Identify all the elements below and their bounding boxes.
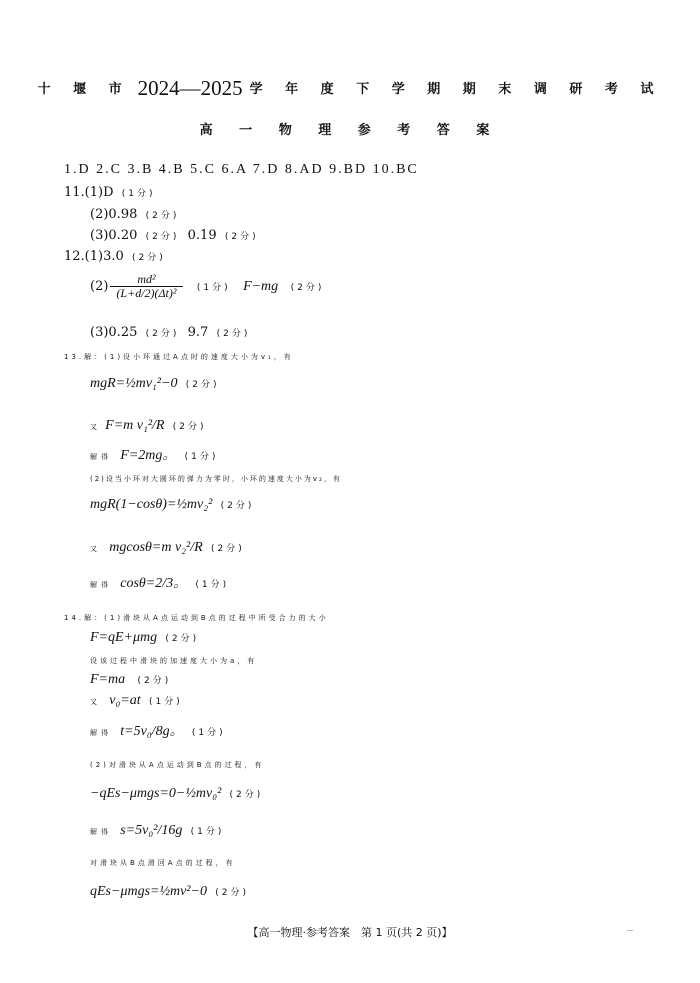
q14-eq-1: F=qE+μmg (2分): [90, 630, 200, 645]
q12-line-2: (2) $\frac{\text{md²}}{\text{(L+d/2)(Δt)²}}$ (1分) F−mg (2分): [90, 272, 325, 300]
q14-eq-3: 又 v₀=at (1分): [90, 693, 183, 708]
q13-eq-3: 解得 F=2mg。 (1分): [90, 448, 219, 463]
q14-eq-7: qEs−μmgs=½mv²−0 (2分): [90, 884, 249, 899]
corner-mark: [627, 930, 633, 931]
q12-fraction: $\frac{\text{md²}}{\text{(L+d/2)(Δt)²}}$: [110, 273, 182, 300]
q14-eq-2: F=ma (2分): [90, 672, 172, 687]
q13-heading-2: (2)设当小环对大圆环的弹力为零时，小环的速度大小为v₂，有: [90, 475, 342, 483]
q13-heading: 13.解：(1)设小环通过A点时的速度大小为v₁，有: [64, 353, 294, 361]
multiple-choice-answers: 1.D 2.C 3.B 4.B 5.C 6.A 7.D 8.AD 9.BD 10.BC: [64, 162, 419, 177]
q14-text-1: 设该过程中滑块的加速度大小为a，有: [90, 657, 258, 665]
q11-line-3: (3)0.20 (2分) 0.19 (2分): [90, 228, 259, 243]
q11-line-2: (2)0.98 (2分): [90, 207, 180, 222]
q14-eq-4: 解得 t=5v₀/8g。 (1分): [90, 724, 226, 739]
exam-subtitle: 高 一 物 理 参 考 答 案: [199, 123, 501, 138]
q13-eq-4: mgR(1−cosθ)=½mv₂² (2分): [90, 497, 255, 512]
q14-text-2: 对滑块从B点滑回A点的过程，有: [90, 859, 236, 867]
title-year: 2024—2025: [137, 76, 243, 100]
q12-line-3: (3)0.25 (2分) 9.7 (2分): [90, 325, 251, 340]
exam-title: [0, 76, 700, 101]
q12-line-1: 12.(1)3.0 (2分): [64, 249, 166, 264]
q11-line-1: 11.(1)D (1分): [64, 185, 156, 200]
q13-eq-1: mgR=½mv₁²−0 (2分): [90, 376, 220, 391]
q14-eq-6: 解得 s=5v₀²/16g (1分): [90, 823, 225, 838]
q13-eq-6: 解得 cosθ=2/3。 (1分): [90, 576, 230, 591]
q14-heading: 14.解：(1)滑块从A点运动到B点的过程中所受合力的大小: [64, 614, 329, 622]
q14-heading-2: (2)对滑块从A点运动到B点的过程，有: [90, 761, 265, 769]
title-rest: 学 年 度 下 学 期 期 末 调 研 考 试: [249, 82, 663, 97]
title-city: 十 堰 市: [37, 82, 131, 97]
page-footer: 【高一物理·参考答案 第 1 页(共 2 页)】: [247, 926, 453, 939]
q13-eq-5: 又 mgcosθ=m v₂²/R (2分): [90, 540, 245, 555]
q14-eq-5: −qEs−μmgs=0−½mv₀² (2分): [90, 786, 264, 801]
q13-eq-2: 又 F=m v₁²/R (2分): [90, 418, 207, 433]
